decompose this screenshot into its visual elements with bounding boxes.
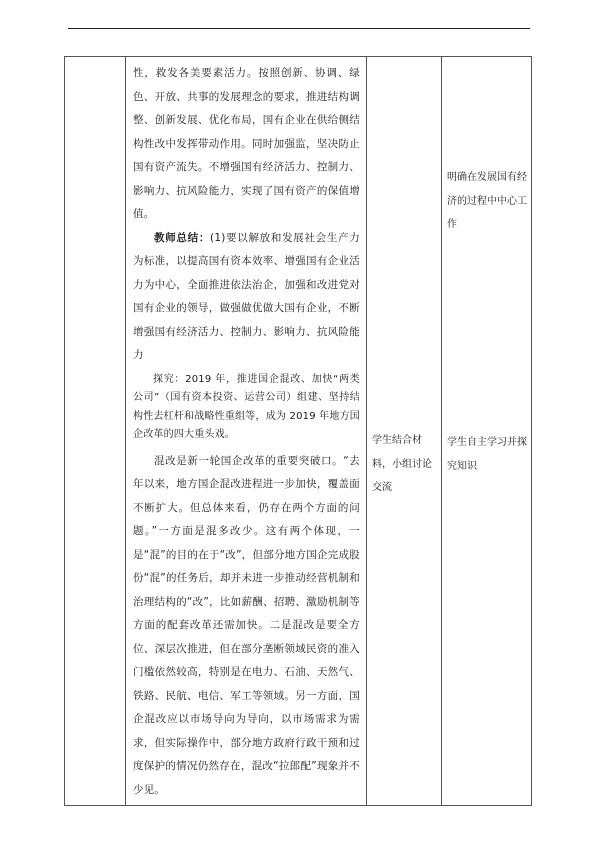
design-intent-cell bbox=[442, 57, 532, 806]
mixed-reform-paragraph: 混改是新一轮国企改革的重要突破口。“去年以来，地方国企混改进程进一步加快，覆盖面不断扩大。但总体来看，仍存在两个方面的问题。”一方面是混多改少。这有两个体现，一是“混”的目的在于“改”，但部分地方国企完成股份“混”的任务后，却并未进一步推动经营机制和治理结构的“改”，比如薪酬、招聘、激励机制等方面的配套改革还需加快。二是混改是要全方位、深层次推进，但在部分垄断领域民资的准入门槛依然较高，特别是在电力、石油、天然气、铁路、民航、电信、军工等领域。另一方面，国企混改应以市场导向为导向，以市场需求为需求，但实际操作中，部分地方政府行政干预和过度保护的情况仍然存在，混改“拉郎配”现象并不少见。 bbox=[133, 454, 360, 796]
teacher-summary-text: (1)要以解放和发展社会生产力为标准，以提高国有资本效率、增强国有企业活力为中心，全面推进依法治企，加强和改进党对国有企业的领导，做强做优做大国有企业，不断增强国有经济活力、控制力、影响力、抗风险能力 bbox=[133, 231, 361, 361]
design-intent-top-text: 明确在发展国有经济的过程中中心工作 bbox=[447, 172, 527, 230]
lesson-table bbox=[64, 56, 532, 806]
teaching-content-cell bbox=[126, 57, 367, 806]
teacher-summary-paragraph bbox=[133, 227, 360, 368]
student-activity-cell bbox=[367, 57, 442, 806]
design-intent-bottom-text: 学生自主学习并探究知识 bbox=[447, 437, 527, 472]
continuation-paragraph: 性，救发各美要素活力。按照创新、协调、绿色、开放、共事的发展理念的要求，推进结构调整、创新发展、优化布局，国有企业在供给侧结构性改中发挥带动作用。同时加强监，坚决防止国有资产流失。不增强国有经济活力、控制力、影响力、抗风险能力，实现了国有资产的保值增值。 bbox=[133, 67, 360, 220]
empty-section-cell bbox=[65, 57, 126, 806]
inquiry-paragraph: 探究：2019 年，推进国企混改、加快“两类公司”（国有资本投资、运营公司）组建、坚持结构性去杠杆和战略性重组等，成为 2019 年地方国企改革的四大重头戏。 bbox=[133, 373, 360, 440]
teacher-summary-label: 教师总结： bbox=[154, 231, 211, 244]
student-activity-text: 学生结合材料，小组讨论交流 bbox=[372, 435, 432, 493]
header-rule bbox=[68, 28, 530, 29]
